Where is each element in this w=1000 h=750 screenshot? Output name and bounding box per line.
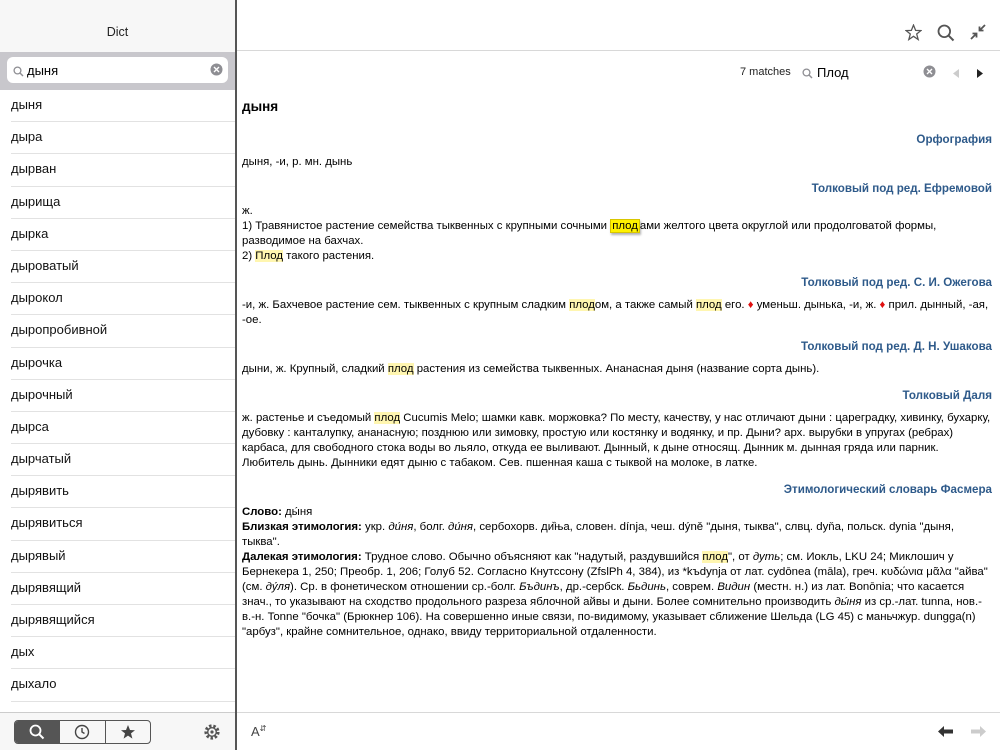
- top-toolbar: [237, 16, 1000, 51]
- previous-match-icon[interactable]: [951, 66, 961, 84]
- entry-content: [242, 92, 994, 708]
- find-bar: [237, 60, 1000, 84]
- section-body-dal: ж. растенье и съедомый плод Cucumis Melo; шамки кавк. моржовка? По месту, качеству, у нас отличают дыни : цареградку, хивинку, бухарку, дубовку : канталупку, ананасную; позднюю или зимовку, простую или костянку и водянку, и пр. Дыни? арх. вырубки в упругах (ребрах) карбаса, для свободного стока воды во льяло, откуда ее выливают. Дынный, к дыне относящ. Дынник м. дынная гряда или парник. Любитель дынь. Дынники едят дыню с табаком. Сев. пшенная каша с тыквой на молоке, в латке.: [242, 412, 991, 469]
- word-list-item[interactable]: дырса: [0, 412, 235, 444]
- section-title-efremova[interactable]: Толковый под ред. Ефремовой: [811, 182, 992, 195]
- match-count: 7 matches: [740, 66, 791, 78]
- section-title-dal[interactable]: Толковый Даля: [902, 389, 992, 402]
- bottom-toolbar: [237, 712, 1000, 750]
- clear-find-icon[interactable]: [923, 65, 936, 83]
- word-list-item[interactable]: дырка: [0, 219, 235, 251]
- fullscreen-icon[interactable]: [970, 24, 986, 45]
- search-icon: [13, 64, 24, 82]
- gear-icon[interactable]: [203, 723, 221, 746]
- find-input[interactable]: [817, 62, 917, 82]
- diamond-icon: ♦: [879, 299, 886, 311]
- clock-icon: [74, 724, 90, 740]
- sidebar: [0, 0, 235, 750]
- match-highlight: Плод: [255, 250, 283, 262]
- section-title-ozhegov[interactable]: Толковый под ред. С. И. Ожегова: [801, 276, 992, 289]
- current-match: плод: [612, 220, 638, 232]
- font-size-button[interactable]: A⇵: [251, 724, 267, 739]
- mode-segmented-control: [14, 720, 151, 744]
- word-list-item[interactable]: дырявящий: [0, 573, 235, 605]
- word-list-item[interactable]: дырявый: [0, 541, 235, 573]
- search-box[interactable]: [7, 57, 228, 83]
- match-highlight: плод: [374, 412, 401, 424]
- word-list-item[interactable]: дырявить: [0, 476, 235, 508]
- word-list-item[interactable]: дырочный: [0, 380, 235, 412]
- section-title-ushakov[interactable]: Толковый под ред. Д. Н. Ушакова: [800, 340, 992, 353]
- word-list-item[interactable]: дыра: [0, 122, 235, 154]
- find-search-icon: [802, 66, 813, 84]
- history-tab[interactable]: [60, 721, 105, 743]
- word-list-item[interactable]: дырочка: [0, 348, 235, 380]
- next-match-icon[interactable]: [975, 66, 985, 84]
- back-arrow-icon[interactable]: [937, 725, 954, 743]
- clear-search-icon[interactable]: [210, 63, 223, 81]
- section-title-orthography[interactable]: Орфография: [916, 133, 992, 146]
- search-bar: [0, 52, 235, 90]
- font-size-arrows-icon: ⇵: [259, 724, 267, 733]
- match-highlight: плод: [569, 299, 595, 311]
- word-list-item[interactable]: дырокол: [0, 283, 235, 315]
- headword: дыня: [242, 99, 279, 114]
- section-body-efremova: ж. 1) Травянистое растение семейства тыквенных с крупными сочными плод ами желтого цвета округлой или продолговатой формы, разводимое на бахчах. 2) Плод такого растения.: [242, 205, 937, 262]
- favorites-tab[interactable]: [106, 721, 150, 743]
- sidebar-title: Dict: [106, 25, 129, 39]
- word-list-item[interactable]: дых: [0, 637, 235, 669]
- word-list-item[interactable]: дырван: [0, 154, 235, 186]
- search-input[interactable]: [27, 60, 207, 80]
- word-list-item[interactable]: дырчатый: [0, 444, 235, 476]
- word-list-item[interactable]: дырища: [0, 187, 235, 219]
- word-list-item[interactable]: дыропробивной: [0, 315, 235, 347]
- section-body-vasmer: Слово: ды́ня Близкая этимология: укр. ди́ня, болг. ди́ня, сербохорв. ди̏ња, словен. dínja, чеш. dýně "дыня, тыква", слвц. dyňa, польск. dynia "дыня, тыква". Далекая этимология: Трудное слово. Обычно объясняют как "надутый, раздувшийся плод", от дуть; см. Иокль, LKU 24; Миклошич у Бернекера 1, 250; Преобр. 1, 206; Голуб 52. Согласно Кнутссону (ZfslPh 4, 384), из *kъdynja от лат. cydōnea (māla), греч. κυδώνια μᾶλα "айва" (см. ду́ля). Ср. в фонетическом отношении ср.-болг. Бъдинъ, др.-сербск. Бьдинь, соврем. Видин (местн. н.) из лат. Bonōnia; что касается знач., то указывают на сходство продольного разреза яблочной айвы и дыни. Более сомнительно производить ды́ня из ср.-лат. tunna, нов.-в.-н. Tonne "бочка" (Брюкнер 106). На совершенно иные связи, по-видимому, указывает сближение Шельда (LG 45) с маньчжур. dungga(n) "арбуз", крайне сомнительное, однако, ввиду территориальной отдаленности.: [242, 506, 988, 638]
- word-list-item[interactable]: дырявящийся: [0, 605, 235, 637]
- section-body-ushakov: дыни, ж. Крупный, сладкий плод растения из семейства тыквенных. Ананасная дыня (название сорта дынь).: [242, 363, 820, 375]
- word-list-item[interactable]: дырявиться: [0, 508, 235, 540]
- word-list: [0, 90, 235, 712]
- star-icon: [120, 724, 136, 740]
- match-highlight: плод: [702, 551, 728, 563]
- section-body-orthography: дыня, -и, р. мн. дынь: [242, 156, 353, 168]
- find-in-page-icon[interactable]: [937, 24, 955, 47]
- sidebar-toolbar: [0, 712, 235, 750]
- match-highlight: плод: [695, 299, 722, 311]
- search-tab-icon: [29, 724, 45, 740]
- word-list-item[interactable]: дыроватый: [0, 251, 235, 283]
- word-list-item[interactable]: дыня: [0, 90, 235, 122]
- word-list-item[interactable]: дыхало: [0, 669, 235, 701]
- diamond-icon: ♦: [747, 299, 754, 311]
- match-highlight: плод: [387, 363, 414, 375]
- forward-arrow-icon[interactable]: [970, 725, 987, 743]
- search-tab[interactable]: [15, 721, 60, 743]
- section-title-vasmer[interactable]: Этимологический словарь Фасмера: [783, 483, 992, 496]
- main-pane: [237, 0, 1000, 750]
- section-body-ozhegov: -и, ж. Бахчевое растение сем. тыквенных с крупным сладким плодом, а также самый плод его. ♦ уменьш. дынька, -и, ж. ♦ прил. дынный, -ая, -ое.: [242, 299, 989, 326]
- bookmark-star-icon[interactable]: [905, 24, 922, 46]
